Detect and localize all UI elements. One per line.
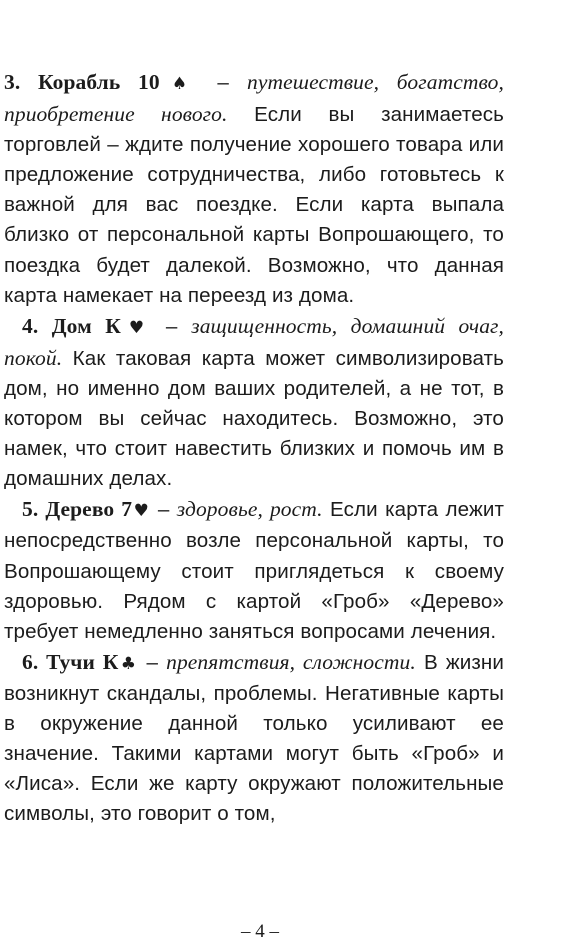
- entry-dash: –: [152, 314, 192, 338]
- heart-suit-icon: ♥: [120, 317, 153, 338]
- entry-house: [4, 311, 504, 495]
- entry-keywords: путешествие, богатство, приобретение нового.: [4, 70, 504, 127]
- heart-suit-icon: ♥: [132, 501, 151, 522]
- entry-keywords: здоровье, рост.: [176, 497, 323, 522]
- entry-keywords: защищенность, домашний очаг, покой.: [4, 313, 505, 370]
- entry-heading: 3. Корабль 10♠: [4, 70, 200, 94]
- entry-tree: [4, 494, 504, 646]
- entry-body: Если вы занимаетесь торговлей – ждите получение хорошего товара или предложение сотрудничества, либо готовьтесь к важной для вас поездке. Если карта выпала близко от персональной карты Вопрошающего, то поездка будет далекой. Возможно, что данная карта намекает на переезд из дома.: [4, 103, 505, 307]
- entry-dash: –: [199, 71, 248, 94]
- entry-heading: 4. Дом К♥: [22, 313, 153, 338]
- entry-dash: –: [150, 498, 177, 522]
- club-suit-icon: ♣: [118, 653, 139, 674]
- entry-keywords: препятствия, сложности.: [166, 649, 416, 674]
- entry-heading: 6. Тучи К♣: [22, 649, 139, 674]
- entry-clouds: [4, 647, 504, 830]
- entry-body: Если карта лежит непосредственно возле персональной карты, то Вопрошающему стоит приглядеться к своему здоровью. Рядом с картой «Гроб» «Дерево» требует немедленно заняться вопросами лечения.: [4, 498, 504, 643]
- entry-dash: –: [138, 650, 167, 674]
- entry-body: В жизни возникнут скандалы, проблемы. Негативные карты в окружение данной только усиливают ее значение. Такими картами могут быть «Гроб» и «Лиса». Если же карту окружают положительные символы, это говорит о том,: [4, 650, 505, 826]
- page-number: – 4 –: [241, 921, 279, 942]
- entry-heading: 5. Дерево 7♥: [22, 497, 151, 522]
- entry-body: Как таковая карта может символизировать дом, но именно дом ваших родителей, а не тот, в котором вы сейчас находитесь. Возможно, это намек, что стоит навестить близких и помочь им в домашних делах.: [4, 346, 504, 491]
- spade-suit-icon: ♠: [159, 74, 200, 94]
- card-meanings-list: [4, 67, 504, 829]
- entry-ship: [4, 67, 504, 311]
